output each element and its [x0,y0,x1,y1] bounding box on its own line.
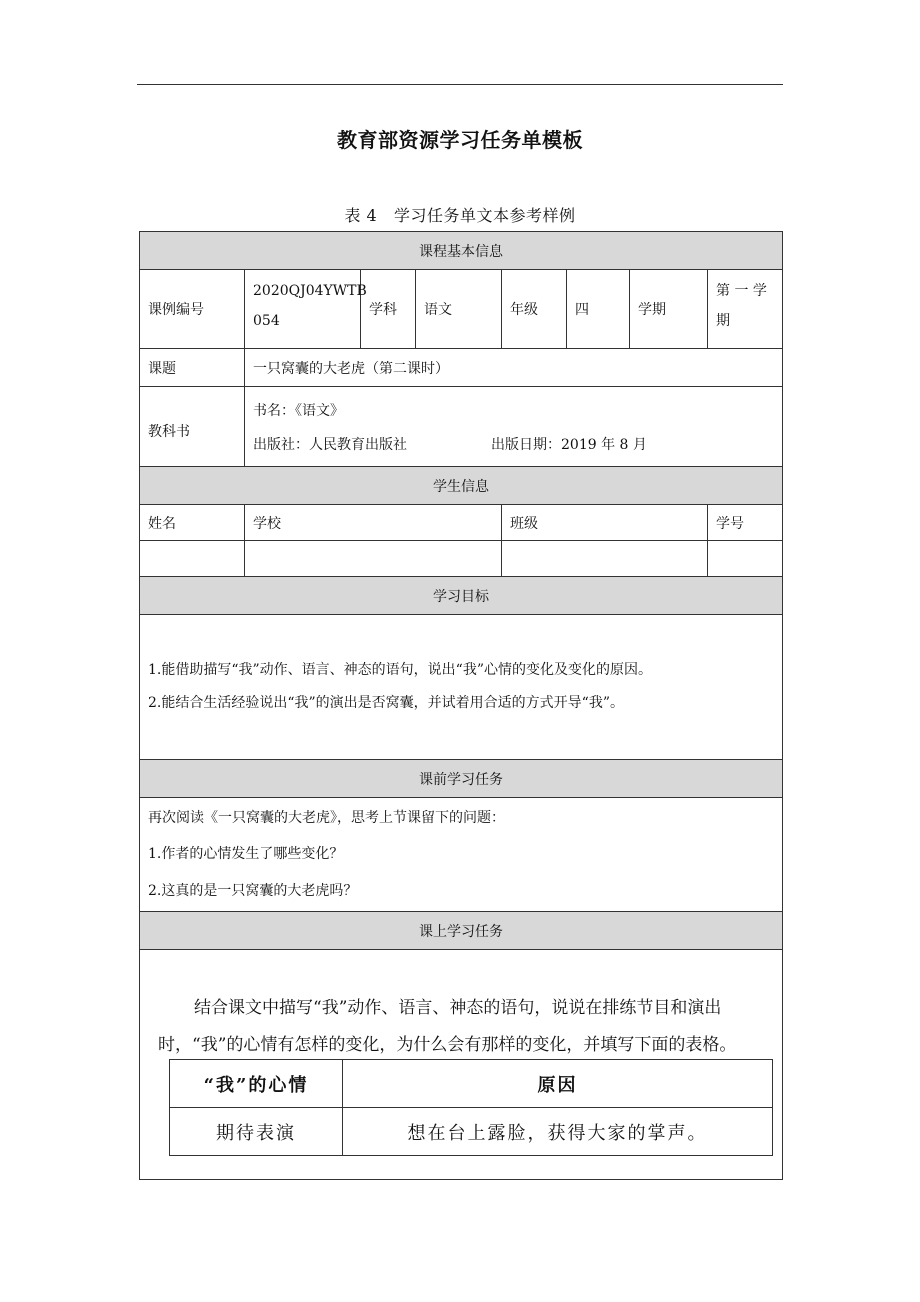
term-line2: 期 [716,313,730,329]
mood-table [169,1059,773,1156]
table-caption [140,203,780,226]
class-label: 班级 [502,505,708,541]
term-value [708,270,783,349]
reason-cell: 想在台上露脸，获得大家的掌声。 [343,1108,773,1156]
section-in-class: 课上学习任务 [140,912,783,950]
book-name: 书名：《语文》 [253,402,344,419]
course-id-label: 课例编号 [140,270,245,349]
subject-value: 语文 [416,270,502,349]
student-number-label: 学号 [708,505,783,541]
textbook-label: 教科书 [140,387,245,467]
name-label: 姓名 [140,505,245,541]
term-line1: 第 一 学 [716,283,767,299]
pre-class-intro: 再次阅读《一只窝囊的大老虎》，思考上节课留下的问题： [148,809,505,826]
caption-text: 学习任务单文本参考样例 [394,206,576,225]
name-field[interactable] [140,541,245,577]
grade-value: 四 [567,270,630,349]
publisher: 出版社：人民教育出版社 [253,436,407,453]
mood-header: “我”的心情 [170,1060,343,1108]
student-number-field[interactable] [708,541,783,577]
grade-label: 年级 [502,270,567,349]
class-field[interactable] [502,541,708,577]
section-course-info: 课程基本信息 [140,232,783,270]
publish-date: 出版日期：2019 年 8 月 [491,436,647,453]
pre-class-content [140,798,783,912]
course-id-line1: 2020QJ04YWTB [253,283,367,299]
in-class-content [140,950,783,1180]
subject-label: 学科 [361,270,416,349]
goal-item: 1.能借助描写“我”动作、语言、神态的语句，说出“我”心情的变化及变化的原因。 [148,662,652,678]
goal-item: 2.能结合生活经验说出“我”的演出是否窝囊，并试着用合适的方式开导“我”。 [148,695,624,711]
document-title: 教育部资源学习任务单模板 [337,128,583,152]
header-rule [137,84,783,85]
task-sheet-table [139,231,783,1180]
textbook-info [245,387,783,467]
section-student-info: 学生信息 [140,467,783,505]
topic-label: 课题 [140,349,245,387]
mood-cell: 期待表演 [170,1108,343,1156]
topic-value: 一只窝囊的大老虎（第二课时） [245,349,783,387]
section-goals: 学习目标 [140,577,783,615]
course-id-line2: 054 [253,313,280,329]
pre-class-item: 1.作者的心情发生了哪些变化？ [148,846,344,863]
pre-class-item: 2.这真的是一只窝囊的大老虎吗？ [148,882,358,899]
goals-content [140,615,783,760]
course-id-value [245,270,367,349]
school-label: 学校 [245,505,502,541]
caption-number: 表 4 [344,206,378,225]
section-pre-class: 课前学习任务 [140,760,783,798]
reason-header: 原因 [343,1060,773,1108]
school-field[interactable] [245,541,502,577]
term-label: 学期 [630,270,708,349]
in-class-instructions: 结合课文中描写“我”动作、语言、神态的语句，说说在排练节目和演出时，“我”的心情有怎样的变化，为什么会有那样的变化，并填写下面的表格。 [158,998,737,1055]
